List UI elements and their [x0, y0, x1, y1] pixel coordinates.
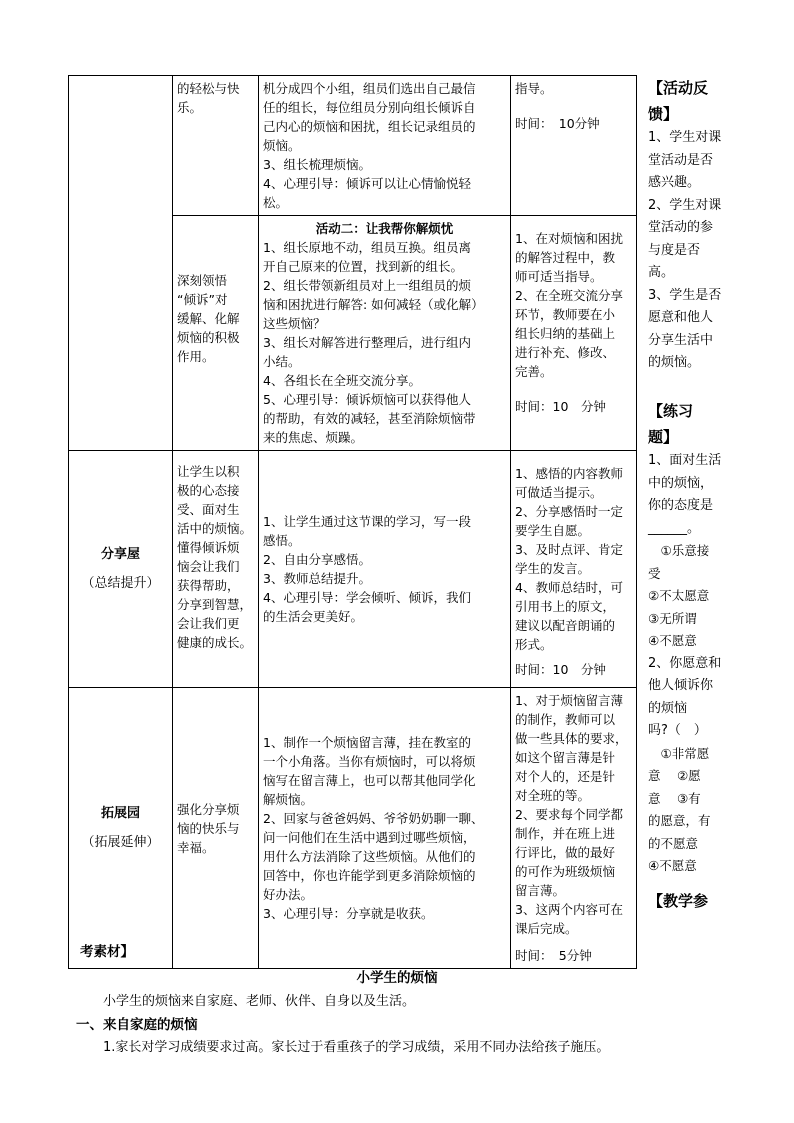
activity-title: 活动二：让我帮你解烦忧 — [315, 221, 454, 236]
section-subtitle: （拓展延伸） — [81, 835, 160, 850]
exercise-heading: 【练习 题】 — [648, 402, 694, 446]
time-label: 时间： 10分钟 — [515, 116, 600, 131]
goal-cell: 的轻松与快 乐。 — [173, 76, 259, 216]
table-row — [69, 451, 637, 688]
table-row — [69, 76, 637, 216]
activity-cell: 1、制作一个烦恼留言薄，挂在教室的 一个小角落。当你有烦恼时，可以将烦 恼写在留言薄上，也可以帮其他同学化 解烦恼。 2、回家与爸爸妈妈、爷爷奶奶聊一聊、 问一问他们在生活中遇到过哪些烦恼， 用什么方法消除了这些烦恼。从他们的 回答中，你也许能学到更多消除烦恼的 好办法。 3、心理引导：分享就是收获。 — [259, 688, 511, 969]
article-intro: 小学生的烦恼来自家庭、老师、伙伴、自身以及生活。 — [103, 994, 416, 1009]
goal-cell: 深刻领悟 “倾诉”对 缓解、化解 烦恼的积极 作用。 — [173, 216, 259, 451]
question-2: 2、你愿意和 他人倾诉你 的烦恼 吗?（ ） ①非常愿 意 ②愿 意 ③有 的愿意，有 的不愿意 ④不愿意 — [648, 655, 722, 873]
section-name: 拓展园 — [100, 806, 140, 821]
time-label: 时间： 5分钟 — [515, 948, 592, 963]
activity-cell: 1、让学生通过这节课的学习，写一段 感悟。 2、自由分享感悟。 3、教师总结提升。 4、心理引导：学会倾听、倾诉，我们 的生活会更美好。 — [259, 451, 511, 688]
section-cell — [69, 451, 173, 688]
exercise-column — [648, 398, 730, 914]
reference-heading-tail: 考素材】 — [80, 944, 134, 960]
time-label: 时间：10 分钟 — [515, 662, 606, 677]
note-cell: 指导。 时间： 10分钟 — [511, 76, 637, 216]
article-title: 小学生的烦恼 — [356, 970, 438, 986]
feedback-heading: 【活动反 馈】 — [648, 79, 709, 123]
feedback-column: 【活动反 馈】 1、学生对课 堂活动是否 感兴趣。 2、学生对课 堂活动的参 与度是否 高。 3、学生是否 愿意和他人 分享生活中 的烦恼。 — [648, 75, 730, 375]
note-cell: 1、在对烦恼和困扰 的解答过程中，教 师可适当指导。 2、在全班交流分享 环节，教师要在小 组长归纳的基础上 进行补充、修改、 完善。 时间：10 分钟 — [511, 216, 637, 451]
lesson-plan-table — [68, 75, 637, 969]
goal-cell: 让学生以积 极的心态接 受、面对生 活中的烦恼。 懂得倾诉烦 恼会让我们 获得帮助， 分享到智慧， 会让我们更 健康的成长。 — [173, 451, 259, 688]
activity-cell: 机分成四个小组，组员们选出自己最信 任的组长，每位组员分别向组长倾诉自 己内心的烦恼和困扰，组长记录组员的 烦恼。 3、组长梳理烦恼。 4、心理引导：倾诉可以让心情愉悦轻 松。 — [259, 76, 511, 216]
time-label: 时间：10 分钟 — [515, 399, 606, 414]
article-point: 1.家长对学习成绩要求过高。家长过于看重孩子的学习成绩，采用不同办法给孩子施压。 — [103, 1040, 610, 1055]
note-cell: 1、感悟的内容教师 可做适当提示。 2、分享感悟时一定 要学生自愿。 3、及时点评、肯定 学生的发言。 4、教师总结时，可 引用书上的原文， 建议以配音朗诵的 形式。 时间：10 分钟 — [511, 451, 637, 688]
section-cell — [69, 76, 173, 451]
goal-cell: 强化分享烦 恼的快乐与 幸福。 — [173, 688, 259, 969]
section-name: 分享屋 — [100, 547, 140, 562]
reference-heading: 【教学参 — [648, 891, 709, 910]
activity-cell: 活动二：让我帮你解烦忧 1、组长原地不动，组员互换。组员离 开自己原来的位置，找到新的组长。 2、组长带领新组员对上一组组员的烦 恼和困扰进行解答: 如何减轻（或化解） 这些烦恼？ 3、组长对解答进行整理后，进行组内 小结。 4、各组长在全班交流分享。 5、心理引导：倾诉烦恼可以获得他人 的帮助，有效的减轻，甚至消除烦恼带 来的焦虑、烦躁。 — [259, 216, 511, 451]
table-row — [69, 688, 637, 969]
section-subtitle: （总结提升） — [81, 576, 160, 591]
question-1: 1、面对生活 中的烦恼， 你的态度是 ______。 ①乐意接 受 ②不太愿意 ③无所谓 ④不愿意 — [648, 453, 722, 648]
section-cell — [69, 688, 173, 969]
note-cell: 1、对于烦恼留言薄 的制作，教师可以 做一些具体的要求， 如这个留言薄是针 对个人的，还是针 对全班的等。 2、要求每个同学都 制作，并在班上进 行评比，做的最好 的可作为班级烦恼 留言薄。 3、这两个内容可在 课后完成。 时间： 5分钟 — [511, 688, 637, 969]
section-heading: 一、来自家庭的烦恼 — [76, 1017, 198, 1033]
